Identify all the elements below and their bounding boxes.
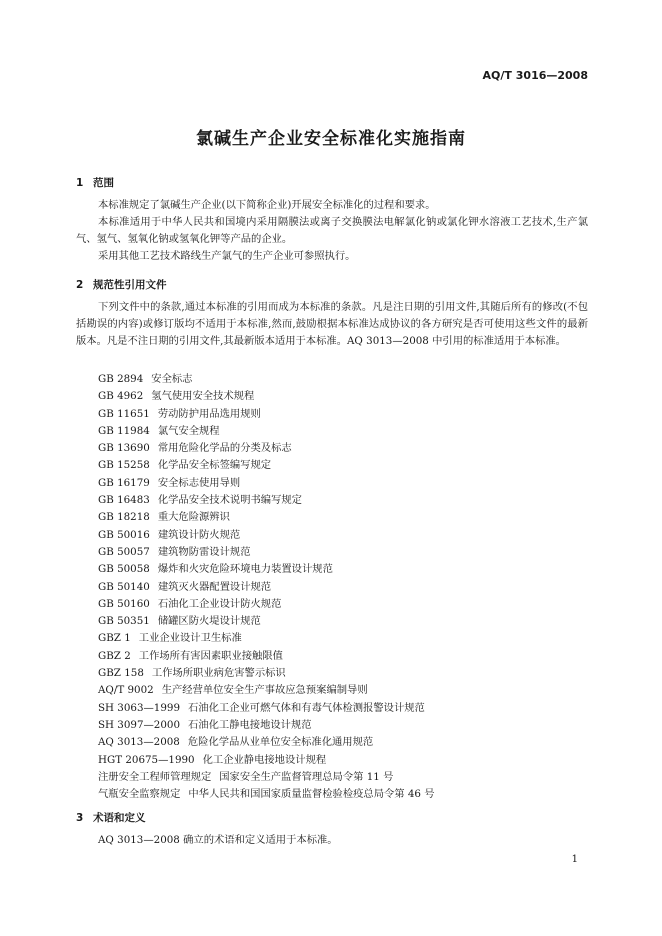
reference-item xyxy=(98,579,435,596)
reference-code: GB 15258 xyxy=(98,459,150,472)
reference-item xyxy=(98,475,435,492)
reference-item xyxy=(98,682,435,699)
reference-code: HGT 20675—1990 xyxy=(98,753,195,766)
section-number: 3 xyxy=(76,812,84,824)
reference-title: 氯气安全规程 xyxy=(157,424,220,437)
reference-code: GB 13690 xyxy=(98,442,150,455)
reference-item xyxy=(98,509,435,526)
reference-title: 建筑物防雷设计规范 xyxy=(157,545,251,558)
reference-item xyxy=(98,371,435,388)
reference-code: SH 3097—2000 xyxy=(98,718,181,731)
reference-title: 石油化工企业可燃气体和有毒气体检测报警设计规范 xyxy=(188,701,425,714)
reference-code: 注册安全工程师管理规定 xyxy=(98,770,212,783)
reference-item xyxy=(98,423,435,440)
section-2-paragraph: 下列文件中的条款,通过本标准的引用而成为本标准的条款。凡是注日期的引用文件,其随后所有的修改(不包括勘误的内容)或修订版均不适用于本标准,然而,鼓励根据本标准达成协议的各方研究是否可使用这些文件的最新版本。凡是不注日期的引用文件,其最新版本适用于本标准。AQ 3013—2008 中引用的标准适用于本标准。 xyxy=(76,301,588,347)
reference-title: 工作场所职业病危害警示标识 xyxy=(151,667,286,680)
reference-item xyxy=(98,527,435,544)
reference-title: 化学品安全技术说明书编写规定 xyxy=(157,494,302,507)
reference-title: 石油化工企业设计防火规范 xyxy=(157,597,282,610)
reference-code: GB 11651 xyxy=(98,407,150,420)
reference-item xyxy=(98,648,435,665)
reference-item xyxy=(98,613,435,630)
reference-item xyxy=(98,630,435,647)
reference-title: 爆炸和火灾危险环境电力装置设计规范 xyxy=(157,563,333,576)
reference-title: 工作场所有害因素职业接触限值 xyxy=(138,649,283,662)
reference-code: GB 50140 xyxy=(98,580,150,593)
reference-item xyxy=(98,457,435,474)
reference-title: 石油化工静电接地设计规范 xyxy=(188,718,312,731)
section-title: 术语和定义 xyxy=(93,812,146,824)
reference-title: 化工企业静电接地设计规程 xyxy=(202,753,327,766)
reference-title: 重大危险源辨识 xyxy=(157,511,230,524)
section-1-heading xyxy=(76,175,114,190)
reference-code: GB 50057 xyxy=(98,545,150,558)
section-number: 2 xyxy=(76,279,84,291)
section-1-paragraph-1: 本标准规定了氯碱生产企业(以下简称企业)开展安全标准化的过程和要求。 xyxy=(98,199,436,211)
reference-item xyxy=(98,700,435,717)
reference-title: 建筑设计防火规范 xyxy=(157,528,241,541)
reference-code: GBZ 158 xyxy=(98,667,144,680)
reference-item xyxy=(98,561,435,578)
reference-item xyxy=(98,769,435,786)
reference-item xyxy=(98,786,435,803)
section-1-paragraph-3: 采用其他工艺技术路线生产氯气的生产企业可参照执行。 xyxy=(98,250,356,262)
reference-title: 生产经营单位安全生产事故应急预案编制导则 xyxy=(161,684,368,697)
reference-code: 气瓶安全监察规定 xyxy=(98,788,181,801)
reference-title: 常用危险化学品的分类及标志 xyxy=(157,442,292,455)
reference-code: GBZ 2 xyxy=(98,649,131,662)
section-number: 1 xyxy=(76,177,84,189)
section-2-heading xyxy=(76,277,167,292)
reference-item xyxy=(98,388,435,405)
reference-code: GB 18218 xyxy=(98,511,150,524)
reference-item xyxy=(98,406,435,423)
reference-title: 氢气使用安全技术规程 xyxy=(151,390,255,403)
reference-code: GB 50058 xyxy=(98,563,150,576)
reference-title: 劳动防护用品选用规则 xyxy=(157,407,261,420)
reference-title: 中华人民共和国国家质量监督检验检疫总局令第 46 号 xyxy=(188,788,435,801)
reference-title: 危险化学品从业单位安全标准化通用规范 xyxy=(187,736,374,749)
page-number: 1 xyxy=(571,854,578,865)
reference-item xyxy=(98,544,435,561)
reference-item xyxy=(98,734,435,751)
reference-title: 安全标志 xyxy=(151,373,193,385)
reference-item xyxy=(98,492,435,509)
reference-title: 安全标志使用导则 xyxy=(157,476,241,489)
section-3-paragraph: AQ 3013—2008 确立的术语和定义适用于本标准。 xyxy=(98,834,338,846)
reference-title: 化学品安全标签编写规定 xyxy=(157,459,272,472)
reference-title: 建筑灭火器配置设计规范 xyxy=(157,580,272,593)
section-title: 范围 xyxy=(93,177,114,189)
normative-references-list xyxy=(98,371,435,803)
reference-item xyxy=(98,665,435,682)
reference-item xyxy=(98,717,435,734)
reference-code: SH 3063—1999 xyxy=(98,701,181,714)
reference-item xyxy=(98,440,435,457)
reference-code: GB 50351 xyxy=(98,615,150,628)
section-3-heading xyxy=(76,810,146,825)
reference-code: GB 50160 xyxy=(98,597,150,610)
reference-code: GB 16483 xyxy=(98,494,150,507)
reference-code: GB 16179 xyxy=(98,476,150,489)
reference-code: AQ 3013—2008 xyxy=(98,736,180,749)
reference-title: 工业企业设计卫生标准 xyxy=(138,632,242,645)
reference-code: GB 2894 xyxy=(98,373,144,385)
reference-item xyxy=(98,752,435,769)
reference-code: GB 4962 xyxy=(98,390,144,403)
section-1-paragraph-2: 本标准适用于中华人民共和国境内采用隔膜法或离子交换膜法电解氯化钠或氯化钾水溶液工艺技术,生产氯气、氢气、氢氧化钠或氢氧化钾等产品的企业。 xyxy=(76,216,588,245)
document-title: 氯碱生产企业安全标准化实施指南 xyxy=(196,129,466,149)
section-title: 规范性引用文件 xyxy=(93,279,167,291)
reference-code: GBZ 1 xyxy=(98,632,131,645)
reference-title: 国家安全生产监督管理总局令第 11 号 xyxy=(219,770,394,783)
reference-item xyxy=(98,596,435,613)
reference-title: 储罐区防火堤设计规范 xyxy=(157,615,261,628)
standard-code: AQ/T 3016—2008 xyxy=(482,69,588,82)
reference-code: GB 50016 xyxy=(98,528,150,541)
reference-code: GB 11984 xyxy=(98,424,150,437)
reference-code: AQ/T 9002 xyxy=(98,684,154,697)
